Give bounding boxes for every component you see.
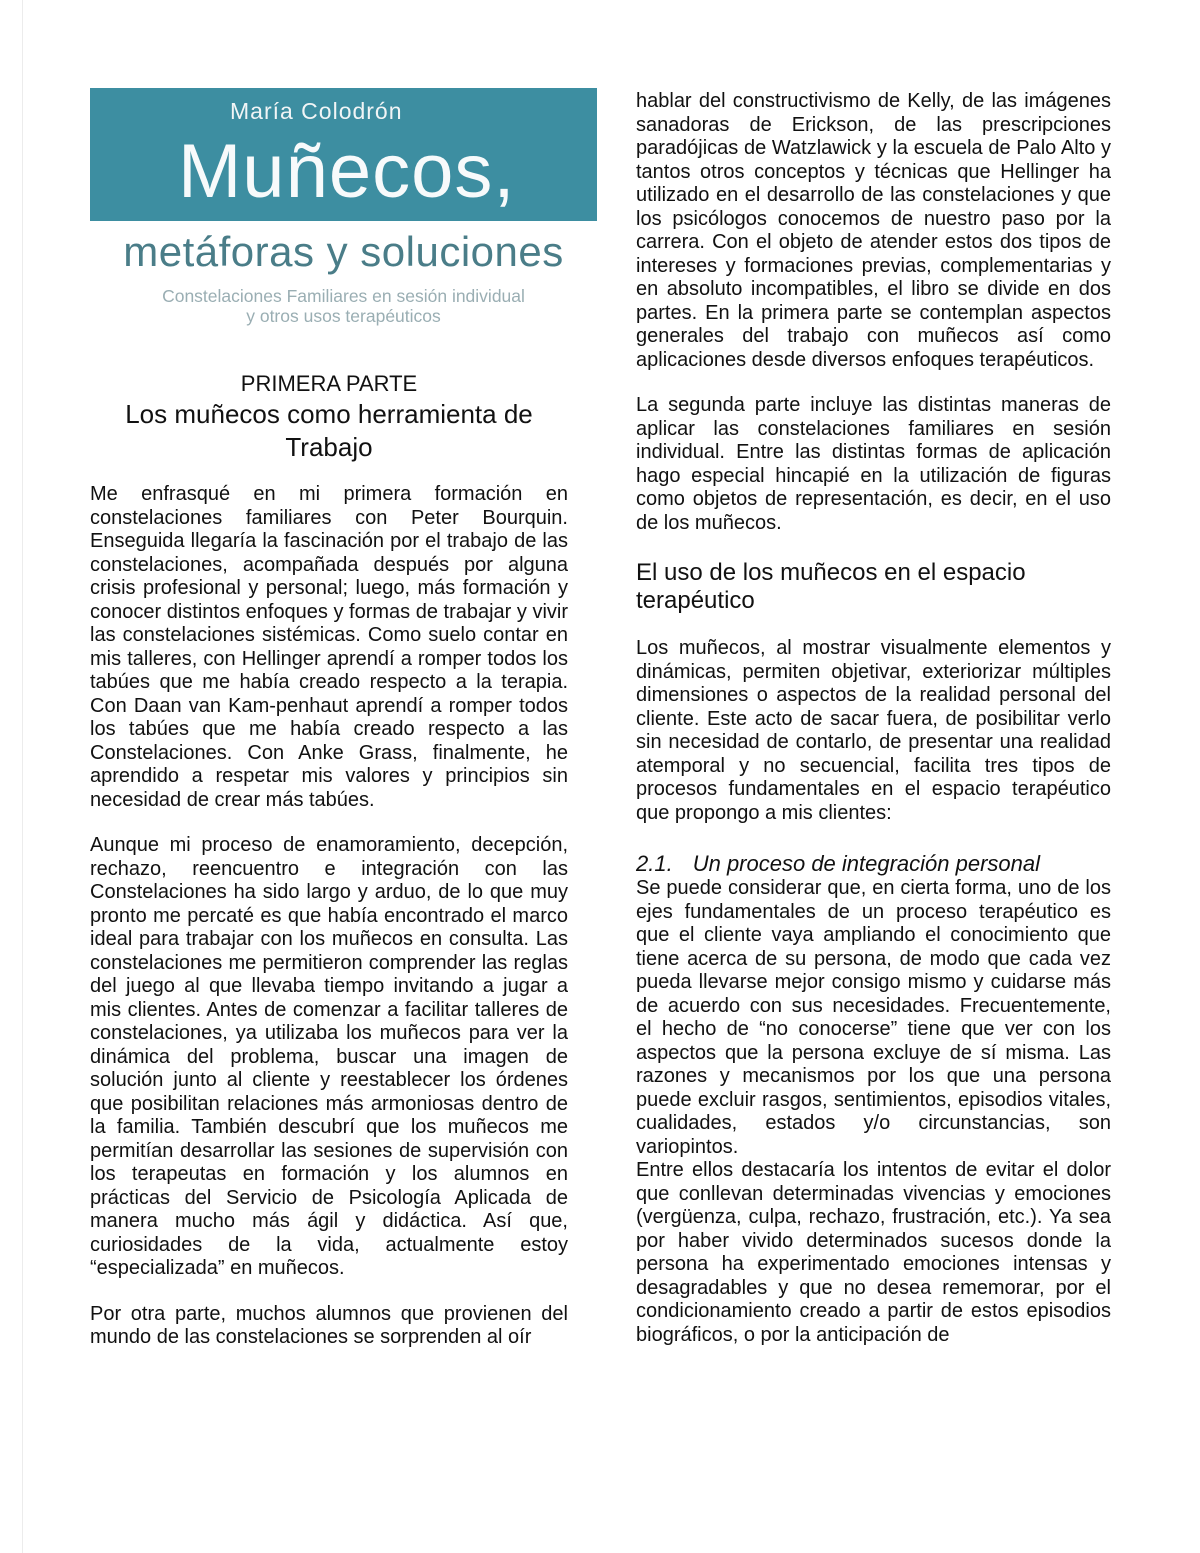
cover-tagline-line-2: y otros usos terapéuticos <box>246 306 441 326</box>
left-paragraph-2: Aunque mi proceso de enamoramiento, decepción, rechazo, reencuentro e integración con las Constelaciones ha sido largo y arduo, de lo que muy pronto me percaté es que había encontrado el marco ideal para trabajar con los muñecos en consulta. Las constelaciones me permitieron comprender las reglas del juego al que llevaba tiempo invitando a jugar a mis clientes. Antes de comenzar a facilitar talleres de constelaciones, ya utilizaba los muñecos para ver la dinámica del problema, buscar una imagen de solución junto al cliente y reestablecer los órdenes que posibilitan relaciones más armoniosas dentro de la familia. También descubrí que los muñecos me permitían desarrollar las sesiones de supervisión con los terapeutas en formación y los alumnos en prácticas del Servicio de Psicología Aplicada de manera mucho más ágil y didáctica. Así que, curiosidades de la vida, actualmente estoy “especializada” en muñecos. <box>90 834 568 1279</box>
left-column <box>90 88 568 1350</box>
book-cover <box>90 88 597 353</box>
cover-title-band <box>90 88 597 221</box>
right-paragraph-2: La segunda parte incluye las distintas maneras de aplicar las constelaciones familiares en sesión individual. Entre las distintas formas de aplicación hago especial hincapié en la utilización de figuras como objetos de representación, es decir, en el uso de los muñecos. <box>636 394 1111 534</box>
page-edge-line <box>22 0 23 1553</box>
right-paragraph-4: Se puede considerar que, en cierta forma, uno de los ejes fundamentales de un proceso terapéutico es que el cliente vaya ampliando el conocimiento que tiene acerca de su persona, de modo que cada vez pueda llevarse mejor consigo mismo y cuidarse más de acuerdo con sus necesidades. Frecuentemente, el hecho de “no conocerse” tiene que ver con los aspectos que la persona excluye de sí misma. Las razones y mecanismos por los que una persona puede excluir rasgos, sentimientos, episodios vitales, cualidades, estados y/o circunstancias, son variopintos. <box>636 877 1111 1158</box>
part-label: PRIMERA PARTE <box>240 371 418 396</box>
left-paragraph-3: Por otra parte, muchos alumnos que provienen del mundo de las constelaciones se sorprenden al oír <box>90 1302 568 1348</box>
right-column <box>636 90 1111 1347</box>
subsection-title: Un proceso de integración personal <box>692 851 1041 876</box>
cover-title: Muñecos, <box>178 129 516 214</box>
right-paragraph-3: Los muñecos, al mostrar visualmente elementos y dinámicas, permiten objetivar, exteriorizar múltiples dimensiones o aspectos de la realidad personal del cliente. Este acto de sacar fuera, de posibilitar verlo sin necesidad de contarlo, de presentar una realidad atemporal y no secuencial, facilita tres tipos de procesos fundamentales en el espacio terapéutico que propongo a mis clientes: <box>636 637 1111 824</box>
right-paragraph-1: hablar del constructivismo de Kelly, de las imágenes sanadoras de Erickson, de las prescripciones paradójicas de Watzlawick y la escuela de Palo Alto y tantos otros conceptos y técnicas que Hellinger ha utilizado en el desarrollo de las constelaciones y que los psicólogos conocemos de nuestro paso por la carrera. Con el objeto de atender estos dos tipos de intereses y formaciones previas, complementarias y en absoluto incompatibles, el libro se divide en dos partes. En la primera parte se contemplan aspectos generales del trabajo con muñecos así como aplicaciones desde diversos enfoques terapéuticos. <box>636 90 1111 371</box>
cover-tagline-line-1: Constelaciones Familiares en sesión individual <box>162 286 525 306</box>
cover-author: María Colodrón <box>230 98 403 124</box>
section-heading: El uso de los muñecos en el espacio terapéutico <box>636 559 1026 614</box>
cover-subtitle: metáforas y soluciones <box>123 228 564 275</box>
left-paragraph-1: Me enfrasqué en mi primera formación en constelaciones familiares con Peter Bourquin. Enseguida llegaría la fascinación por el trabajo de las constelaciones, acompañada después por alguna crisis profesional y personal; luego, más formación y conocer distintos enfoques y formas de trabajar y vivir las constelaciones sistémicas. Como suelo contar en mis talleres, con Hellinger aprendí a romper todos los tabúes que me había creado respecto a la terapia. Con Daan van Kam-penhaut aprendí a romper todos los tabúes que me había creado respecto a las Constelaciones. Con Anke Grass, finalmente, he aprendido a respetar mis valores y principios sin necesidad de crear más tabúes. <box>90 483 568 811</box>
cover-tagline <box>90 286 597 326</box>
right-paragraph-5: Entre ellos destacaría los intentos de evitar el dolor que conllevan determinadas vivencias y emociones (vergüenza, culpa, rechazo, frustración, etc.). Ya sea por haber vivido determinados sucesos donde la persona ha experimentado emociones intensas y desagradables y que no desea rememorar, por el condicionamiento creado a partir de estos episodios biográficos, o por la anticipación de <box>636 1159 1111 1346</box>
subsection-heading <box>636 851 1111 877</box>
subsection-number: 2.1. <box>636 851 673 876</box>
part-title: Los muñecos como herramienta de Trabajo <box>125 399 533 462</box>
